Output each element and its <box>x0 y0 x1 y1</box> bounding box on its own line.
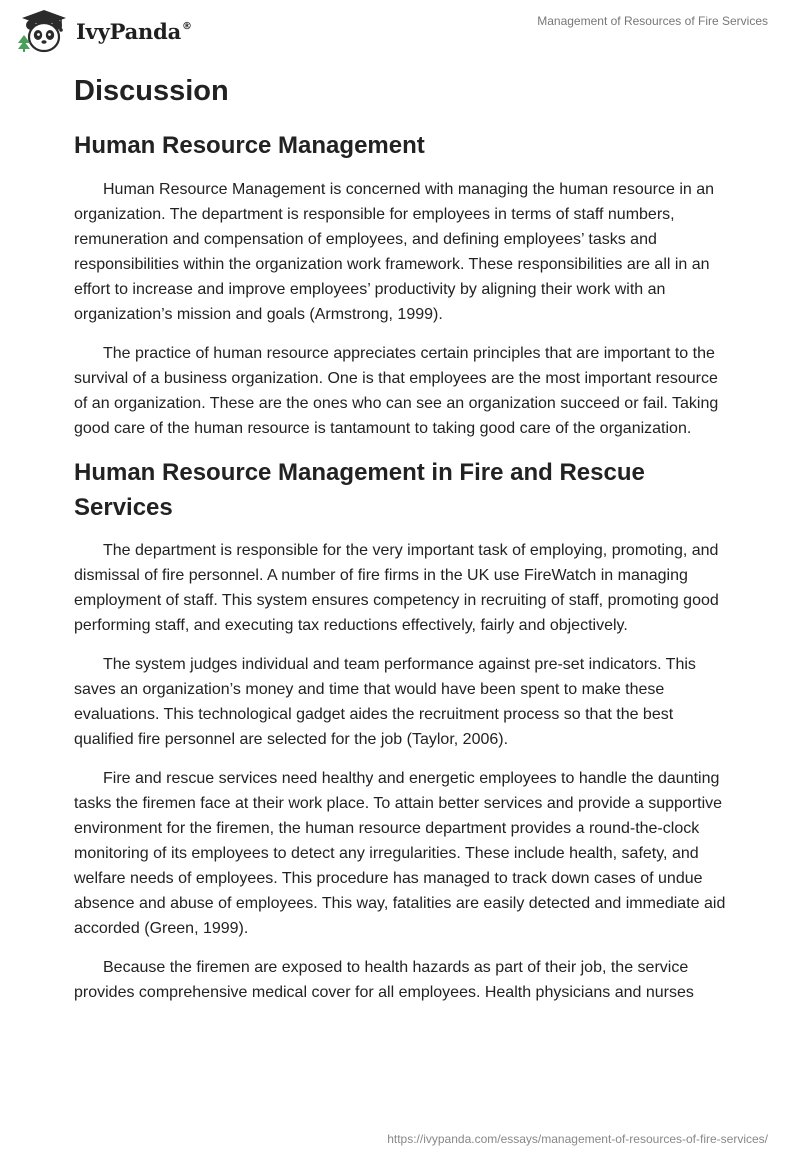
paragraph: The practice of human resource appreciates certain principles that are important to the survival of a business organization. One is that employees are the most important resource of an organization. These are the ones who can see an organization succeed or fail. Taking good care of the human resource is tantamount to taking good care of the organization. <box>74 345 719 437</box>
page-heading: Discussion <box>74 75 229 107</box>
source-url[interactable]: https://ivypanda.com/essays/management-of-resources-of-fire-services/ <box>387 1132 768 1146</box>
paragraph: Human Resource Management is concerned with managing the human resource in an organization. The department is responsible for employees in terms of staff numbers, remuneration and compensation of employees, and defining employees’ tasks and responsibilities within the organization work framework. These responsibilities are all in an effort to increase and improve employees’ productivity by aligning their work with an organization’s mission and goals (Armstrong, 1999). <box>74 181 715 323</box>
paragraph: The department is responsible for the very important task of employing, promoting, and dismissal of fire personnel. A number of fire firms in the UK use FireWatch in managing employment of staff. This system ensures competency in recruiting of staff, promoting good performing staff, and executing tax reductions effectively, fairly and objectively. <box>74 542 719 634</box>
panda-graduate-icon <box>16 7 72 55</box>
logo-text: IvyPanda <box>76 18 182 44</box>
ivypanda-logo[interactable] <box>16 7 192 55</box>
paragraph: Fire and rescue services need healthy and energetic employees to handle the daunting tasks the firemen face at their work place. To attain better services and provide a supportive environment for the firemen, the human resource department provides a round-the-clock monitoring of its employees to detect any irregularities. These include health, safety, and welfare needs of employees. This procedure has managed to track down cases of undue absence and abuse of employees. This way, fatalities are easily detected and immediate aid accorded (Green, 1999). <box>74 770 726 937</box>
paragraph: Because the firemen are exposed to health hazards as part of their job, the service provides comprehensive medical cover for all employees. Health physicians and nurses <box>74 959 694 1001</box>
section-title-hrm-fire-rescue: Human Resource Management in Fire and Rescue Services <box>74 459 645 521</box>
section-title-hrm: Human Resource Management <box>74 132 425 159</box>
essay-body <box>74 70 734 1005</box>
document-title: Management of Resources of Fire Services <box>537 14 768 28</box>
page-header <box>0 0 800 60</box>
paragraph: The system judges individual and team performance against pre-set indicators. This saves an organization’s money and time that would have been spent to make these evaluations. This technological gadget aides the recruitment process so that the best qualified fire personnel are selected for the job (Taylor, 2006). <box>74 656 696 748</box>
logo-wordmark <box>76 19 192 44</box>
registered-mark: ® <box>182 20 192 32</box>
